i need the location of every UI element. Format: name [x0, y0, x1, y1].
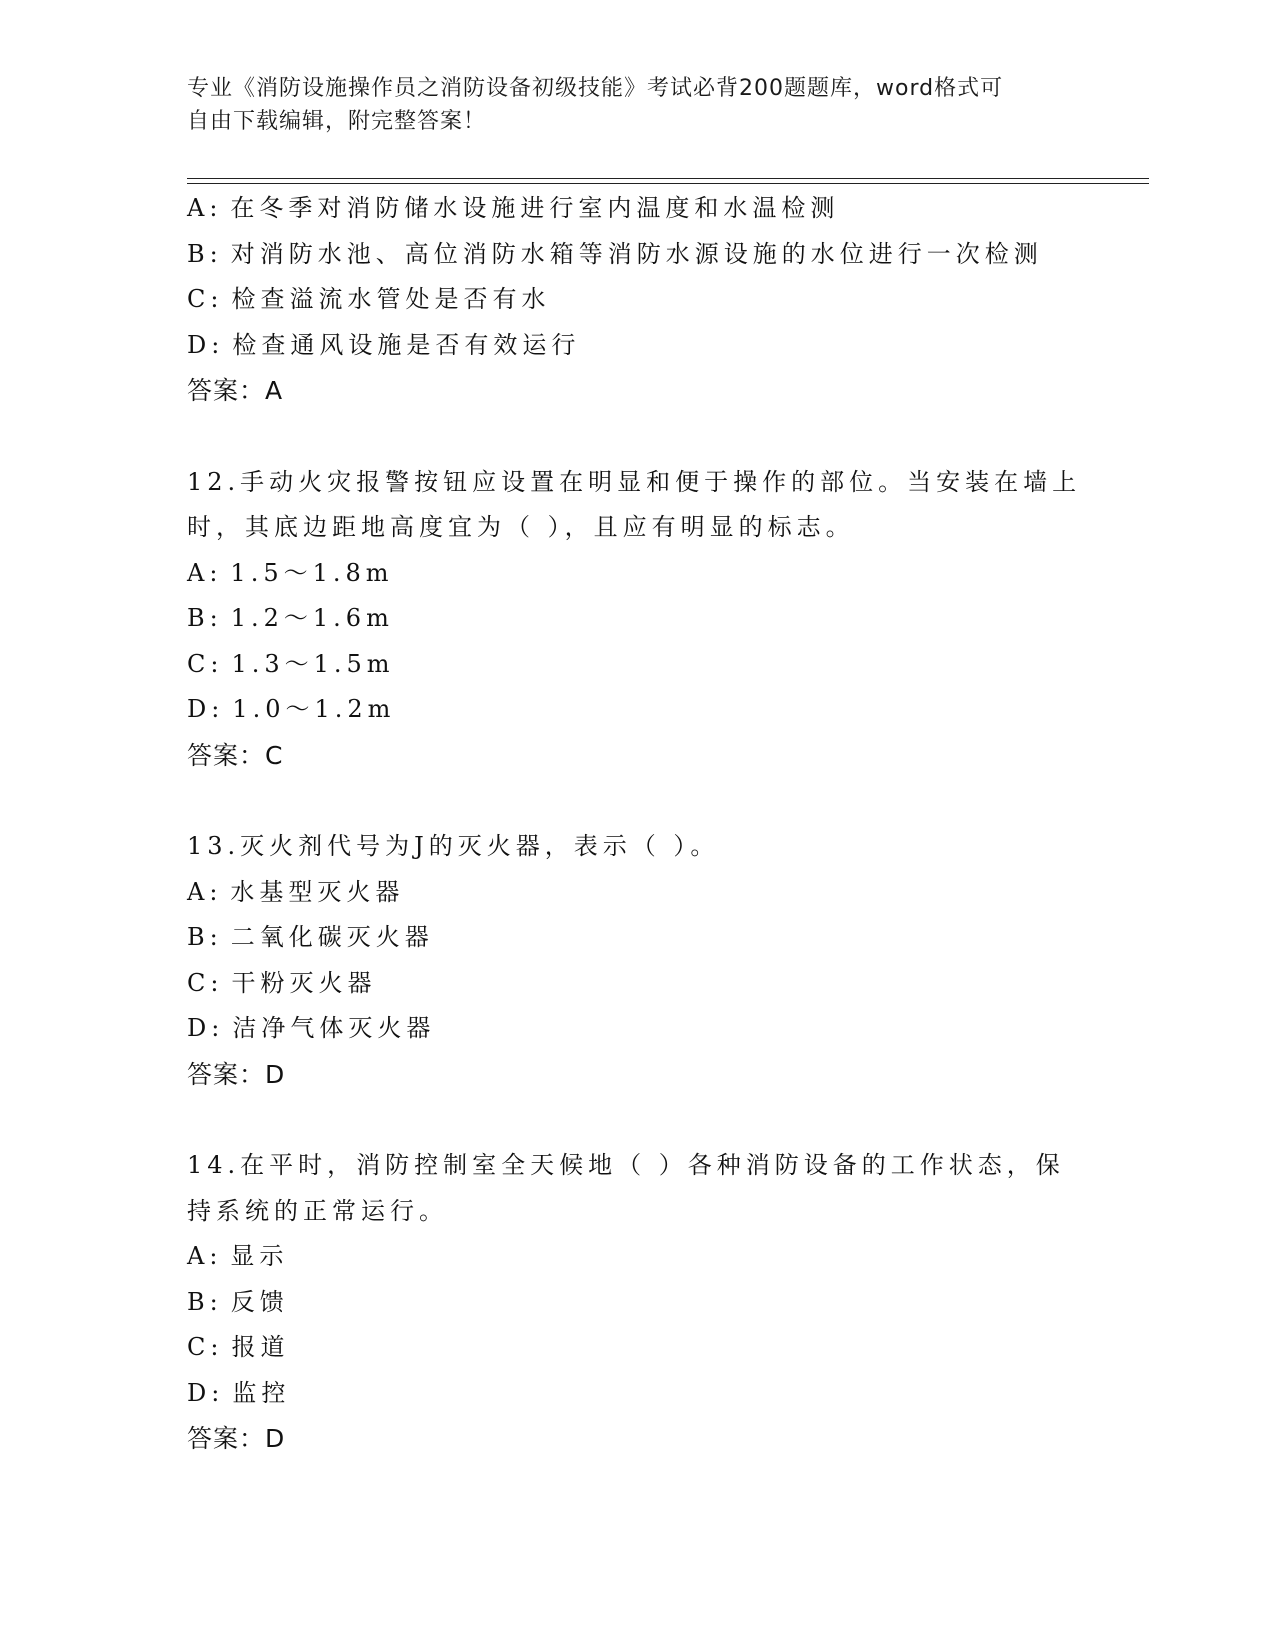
question-12	[187, 460, 1087, 779]
option-c: C: 干粉灭火器	[187, 968, 377, 997]
option-b: B: 反馈	[187, 1287, 289, 1316]
question-stem-line-1: 12.手动火灾报警按钮应设置在明显和便于操作的部位。当安装在墙上	[187, 467, 1082, 496]
option-d: D: 监控	[187, 1378, 291, 1407]
option-a: A: 1.5～1.8m	[187, 558, 394, 587]
question-stem-line-2: 持系统的正常运行。	[187, 1196, 448, 1225]
option-a: A: 显示	[187, 1242, 289, 1270]
spacer	[187, 1097, 1087, 1143]
header-divider-top	[187, 178, 1149, 179]
document-header	[187, 72, 1087, 138]
question-14	[187, 1143, 1087, 1462]
question-11-continued	[187, 186, 1087, 414]
question-stem-line-1: 13.灭火剂代号为J的灭火器，表示（ ）。	[187, 832, 720, 860]
option-d: D: 检查通风设施是否有效运行	[187, 330, 581, 359]
option-a: A: 水基型灭火器	[187, 877, 405, 906]
question-stem-line-2: 时，其底边距地高度宜为（ ），且应有明显的标志。	[187, 513, 855, 541]
option-d: D: 1.0～1.2m	[187, 695, 396, 723]
option-c: C: 检查溢流水管处是否有水	[187, 285, 551, 313]
option-b: B: 1.2～1.6m	[187, 604, 394, 632]
spacer	[187, 414, 1087, 460]
answer-line: 答案：C	[187, 740, 284, 770]
header-line-1: 专业《消防设施操作员之消防设备初级技能》考试必背200题题库，word格式可	[187, 76, 1004, 101]
option-b: B: 二氧化碳灭火器	[187, 923, 434, 951]
option-b: B: 对消防水池、高位消防水箱等消防水源设施的水位进行一次检测	[187, 239, 1043, 268]
spacer	[187, 778, 1087, 824]
option-a: A: 在冬季对消防储水设施进行室内温度和水温检测	[187, 194, 840, 222]
question-13	[187, 824, 1087, 1097]
answer-line: 答案：A	[187, 376, 284, 405]
option-c: C: 报道	[187, 1333, 290, 1361]
answer-line: 答案：D	[187, 1424, 286, 1453]
header-divider-bottom	[187, 183, 1149, 184]
question-stem-line-1: 14.在平时，消防控制室全天候地（ ）各种消防设备的工作状态，保	[187, 1151, 1065, 1179]
header-line-2: 自由下载编辑，附完整答案！	[187, 109, 487, 134]
option-d: D: 洁净气体灭火器	[187, 1014, 436, 1042]
question-content	[187, 186, 1087, 1462]
answer-line: 答案：D	[187, 1059, 286, 1089]
option-c: C: 1.3～1.5m	[187, 649, 395, 678]
